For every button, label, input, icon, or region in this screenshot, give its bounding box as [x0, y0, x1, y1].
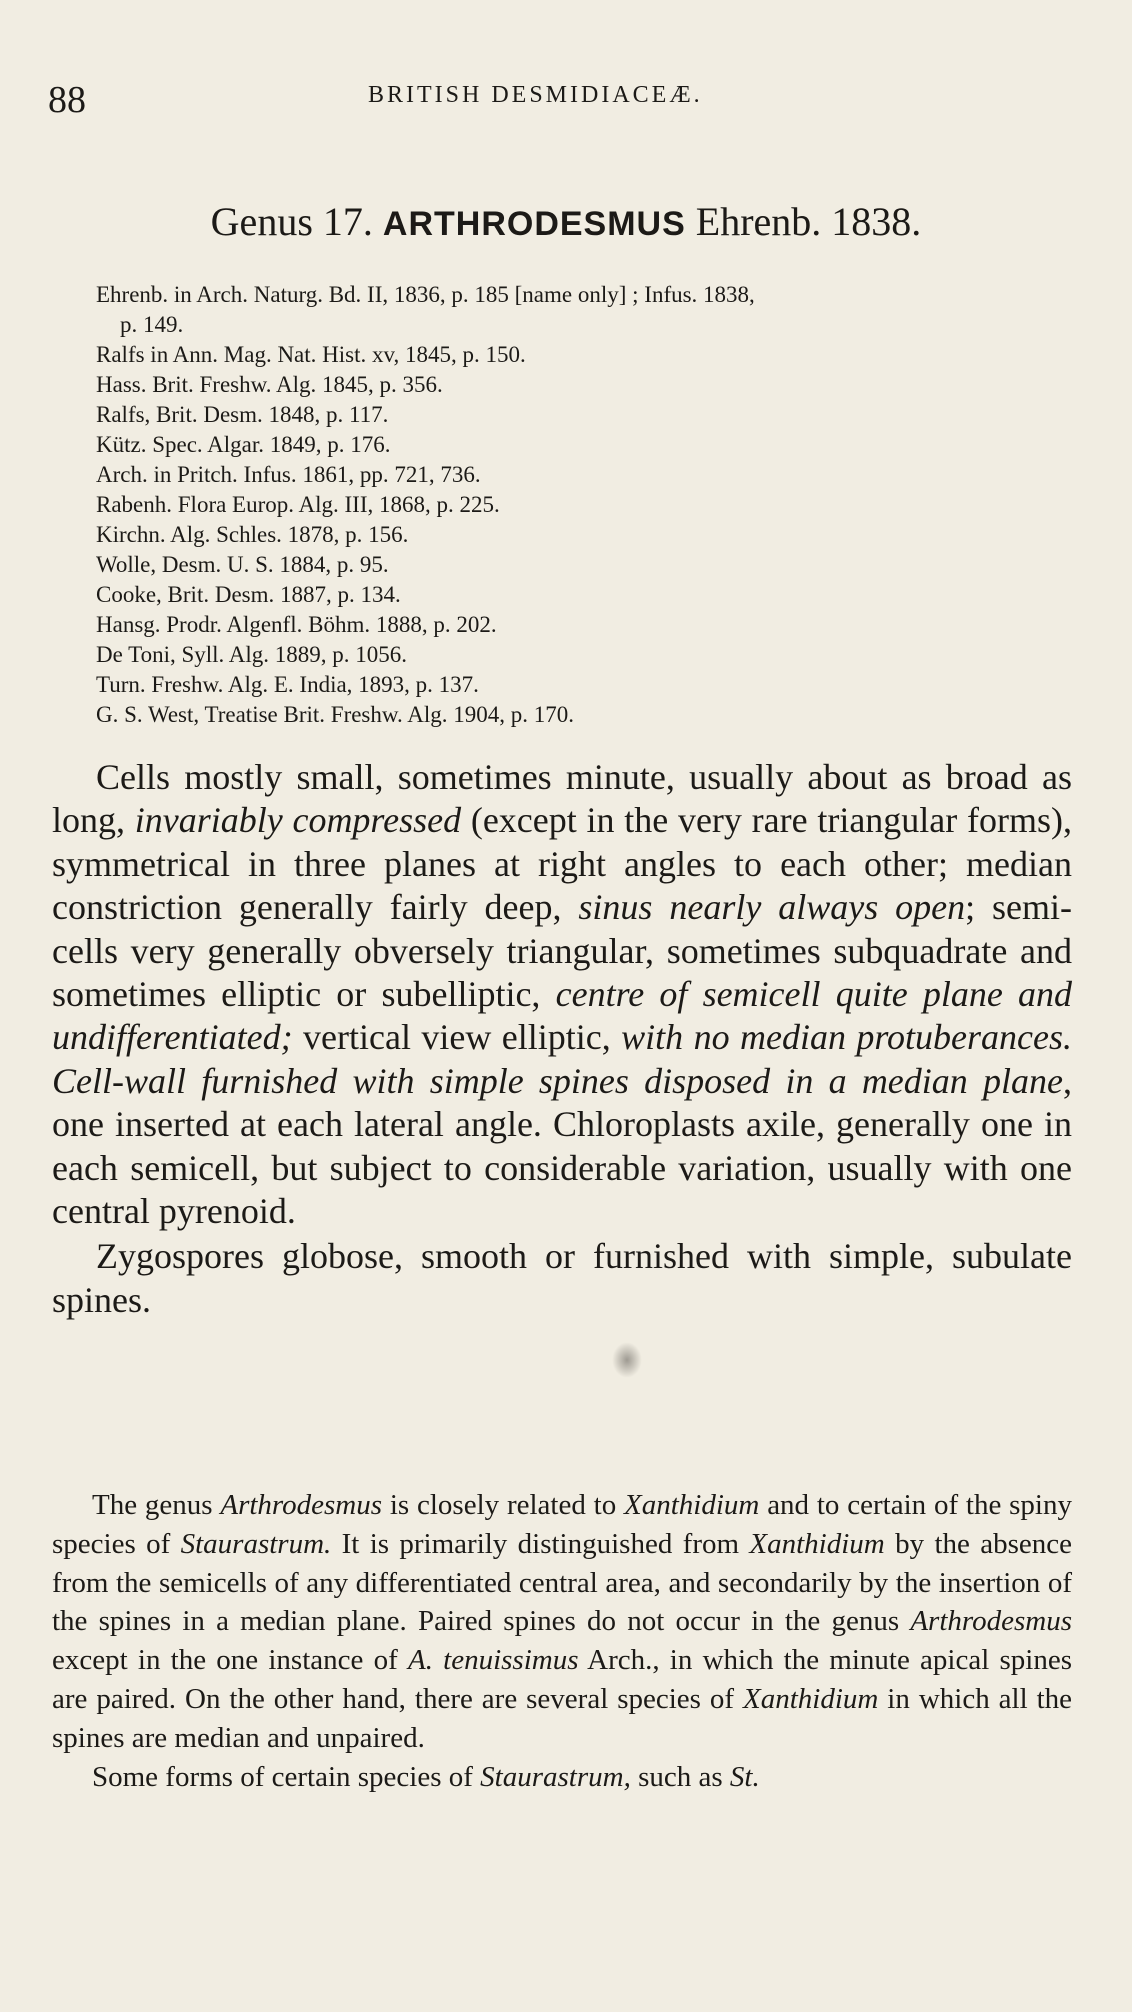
- reference-entry: De Toni, Syll. Alg. 1889, p. 1056.: [96, 642, 408, 667]
- taxon-name: Arthrodesmus: [220, 1489, 383, 1521]
- reference-list: [96, 280, 1076, 730]
- reference-entry: Ralfs, Brit. Desm. 1848, p. 117.: [96, 402, 389, 427]
- diagnosis-text: , one inserted at each lateral angle. Chloroplasts axile, generally one in each semicell, but subject to considerable variation, usually with one central pyrenoid.: [52, 1060, 1072, 1232]
- reference-entry: Hass. Brit. Freshw. Alg. 1845, p. 356.: [96, 372, 443, 397]
- commentary: [52, 1486, 1072, 1796]
- commentary-text: Some forms of certain species of: [92, 1760, 481, 1793]
- page-number: 88: [48, 79, 86, 121]
- diagnosis-text: vertical view elliptic,: [292, 1017, 622, 1058]
- genus-heading: [0, 198, 1132, 245]
- commentary-paragraph: [52, 1486, 1072, 1758]
- taxon-name: Staurastrum.: [180, 1527, 332, 1560]
- reference-entry: Kütz. Spec. Algar. 1849, p. 176.: [96, 432, 391, 457]
- reference-entry: Rabenh. Flora Europ. Alg. III, 1868, p. 225.: [96, 492, 500, 517]
- diagnosis-text: (except in the very rare triangular forms), symmetrical in three planes at right angles to each other; median constriction generally fairly deep,: [52, 800, 1072, 928]
- diagnosis-italic: centre of semicell quite plane and undifferentiated;: [52, 974, 1072, 1058]
- commentary-text: except in the one instance of: [52, 1644, 408, 1677]
- reference-entry: G. S. West, Treatise Brit. Freshw. Alg. 1904, p. 170.: [96, 702, 574, 727]
- taxon-name: A. tenuissimus: [407, 1644, 579, 1677]
- reference-entry: Ralfs in Ann. Mag. Nat. Hist. xv, 1845, p. 150.: [96, 342, 526, 367]
- genus-authority: Ehrenb. 1838.: [695, 199, 922, 244]
- diagnosis-text: Cells mostly small, sometimes minute, usually about as broad as long,: [52, 757, 1072, 841]
- genus-name: ARTHRODESMUS: [382, 205, 686, 243]
- taxon-name: Staurastrum,: [480, 1760, 631, 1793]
- taxon-name: Arthrodesmus: [910, 1605, 1072, 1638]
- diagnosis-italic: invariably compressed: [134, 800, 462, 841]
- commentary-text: in which all the spines are median and unpaired.: [52, 1682, 1073, 1754]
- commentary-text: It is primarily distinguished from: [331, 1527, 750, 1560]
- commentary-text: by the absence from the semicells of any differentiated central area, and secondarily by the insertion of the spines in a median plane. Paired spines do not occur in the genus: [52, 1527, 1073, 1638]
- genus-prefix: Genus 17.: [210, 199, 373, 244]
- reference-entry: Kirchn. Alg. Schles. 1878, p. 156.: [96, 522, 409, 547]
- diagnosis-italic: sinus nearly always open: [578, 887, 966, 928]
- diagnosis-text: ; semi-cells very generally obversely triangular, sometimes subquadrate and sometimes elliptic or subelliptic,: [52, 887, 1072, 1015]
- reference-entry: Turn. Freshw. Alg. E. India, 1893, p. 137.: [96, 672, 479, 697]
- commentary-text: and to certain of the spiny species of: [52, 1489, 1072, 1560]
- reference-entry: Arch. in Pritch. Infus. 1861, pp. 721, 736.: [96, 462, 481, 487]
- taxon-name: Xanthidium: [749, 1527, 885, 1560]
- commentary-text: The genus: [92, 1489, 221, 1521]
- zygospore-paragraph: Zygospores globose, smooth or furnished with simple, subulate spines.: [52, 1236, 1072, 1320]
- reference-entry: Wolle, Desm. U. S. 1884, p. 95.: [96, 552, 389, 577]
- commentary-text: is closely related to: [382, 1489, 625, 1521]
- commentary-text: Arch., in which the minute apical spines are paired. On the other hand, there are several species of: [52, 1644, 1073, 1715]
- diagnosis-paragraph: [52, 756, 1072, 1233]
- reference-entry: Cooke, Brit. Desm. 1887, p. 134.: [96, 582, 401, 607]
- commentary-text: such as: [630, 1760, 730, 1793]
- reference-entry: Hansg. Prodr. Algenfl. Böhm. 1888, p. 202.: [96, 612, 497, 637]
- taxon-name: Xanthidium: [743, 1682, 879, 1715]
- page-header: [48, 78, 1088, 128]
- commentary-paragraph: [52, 1758, 1072, 1797]
- taxon-name: Xanthidium: [624, 1489, 760, 1521]
- ink-smudge: [612, 1342, 642, 1378]
- genus-diagnosis: [52, 756, 1072, 1322]
- running-head: BRITISH DESMIDIACEÆ.: [368, 82, 703, 108]
- diagnosis-italic: with no median protuberances. Cell-wall furnished with simple spines disposed in a median plane: [52, 1017, 1073, 1101]
- taxon-name: St.: [729, 1760, 760, 1793]
- reference-entry: Ehrenb. in Arch. Naturg. Bd. II, 1836, p. 185 [name only] ; Infus. 1838,: [96, 282, 755, 307]
- reference-entry-continuation: p. 149.: [120, 312, 184, 337]
